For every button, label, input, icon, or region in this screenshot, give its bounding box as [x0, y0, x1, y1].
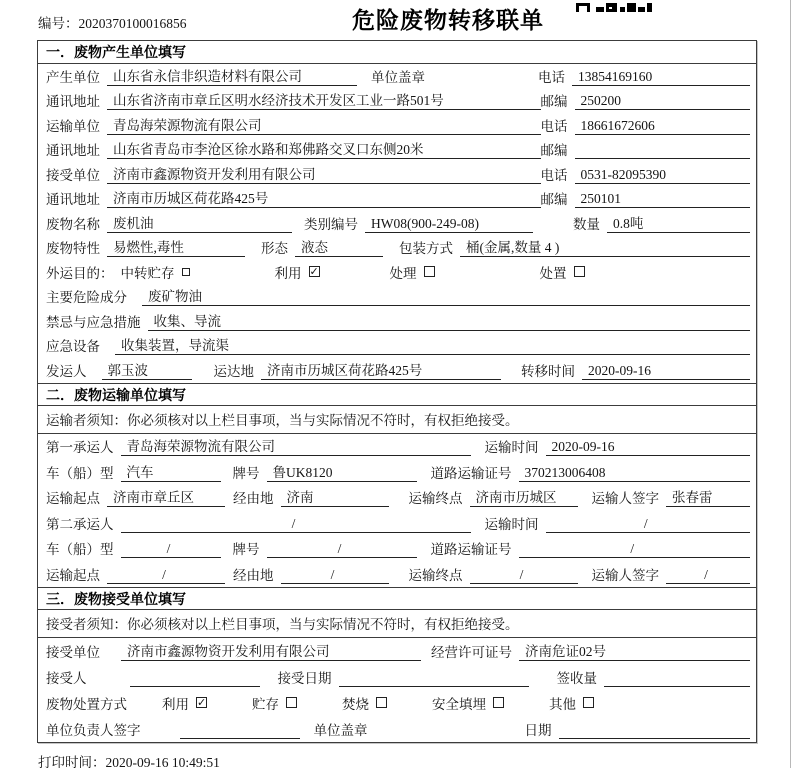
carrier1-via-label: 经由地 — [233, 491, 274, 506]
row-carrier2-vehicle — [38, 536, 756, 562]
waste-category-label: 类别编号 — [304, 216, 358, 232]
produce-phone-value: 13854169160 — [572, 69, 750, 86]
transport-address-value: 山东省青岛市李沧区徐水路和郑佛路交叉口东侧20米 — [107, 138, 541, 159]
produce-phone-label: 电话 — [538, 69, 565, 85]
carrier1-end-value: 济南市历城区 — [470, 486, 578, 507]
carrier2-end-value: / — [470, 567, 578, 584]
receiver-person-value — [130, 670, 260, 687]
waste-traits-value: 易燃性,毒性 — [107, 236, 245, 257]
taboo-label: 禁忌与应急措施 — [46, 314, 141, 330]
carrier2-license-label: 道路运输证号 — [430, 542, 512, 557]
waste-name-label: 废物名称 — [46, 216, 100, 232]
receive-address-value: 济南市历城区荷花路425号 — [107, 187, 541, 208]
transporter-notice: 运输者须知：你必须核对以上栏目事项，当与实际情况不符时，有权拒绝接受。 — [38, 406, 756, 434]
carrier2-value: / — [121, 516, 471, 533]
unit-seal-label: 单位盖章 — [371, 69, 425, 85]
disposal-option-label: 利用 — [162, 696, 189, 712]
waste-traits-label: 废物特性 — [46, 241, 100, 256]
sign-date-label: 日期 — [524, 722, 552, 738]
serial-value: 2020370100016856 — [78, 16, 187, 31]
receive-zip-label: 邮编 — [540, 192, 568, 207]
carrier2-license-value: / — [519, 541, 751, 558]
checkbox-unchecked-icon — [182, 268, 190, 276]
row-equipment — [38, 334, 756, 359]
transfer-time-label: 转移时间 — [521, 363, 575, 379]
receiver-seal-label: 单位盖章 — [313, 722, 368, 738]
carrier1-sign-label: 运输人签字 — [591, 491, 659, 506]
signed-qty-value — [604, 670, 750, 687]
hazard-value: 废矿物油 — [142, 285, 750, 306]
destination-label: 运达地 — [213, 363, 254, 379]
purpose-option-label: 处置 — [539, 265, 567, 281]
row-purpose — [38, 260, 756, 285]
purpose-option-transfer-storage — [121, 262, 190, 282]
row-waste-name — [38, 211, 756, 236]
carrier1-license-value: 370213006408 — [519, 465, 751, 482]
purpose-option-label: 利用 — [274, 265, 302, 281]
receiver-license-value: 济南危证02号 — [519, 640, 750, 661]
transport-unit-label: 运输单位 — [46, 118, 100, 134]
transport-phone-value: 18661672606 — [575, 118, 750, 135]
carrier1-plate-value: 鲁UK8120 — [267, 461, 417, 482]
row-waste-traits — [38, 236, 756, 261]
carrier1-time-value: 2020-09-16 — [546, 439, 751, 456]
carrier2-vehicle-label: 车（船）型 — [46, 542, 114, 557]
row-dispatch — [38, 358, 756, 383]
purpose-option-treat — [390, 262, 435, 282]
row-produce-address — [38, 89, 756, 114]
receiver-unit-value: 济南市鑫源物资开发利用有限公司 — [121, 640, 421, 661]
disposal-option-label: 安全填埋 — [432, 696, 486, 712]
serial-number — [38, 12, 187, 32]
carrier1-license-label: 道路运输证号 — [430, 465, 512, 481]
row-responsible-sign — [38, 716, 756, 742]
checkbox-unchecked-icon — [424, 266, 435, 277]
row-receive-address — [38, 187, 756, 212]
row-hazard — [38, 285, 756, 310]
disposal-option-label: 其他 — [549, 696, 576, 712]
produce-address-value: 山东省济南市章丘区明水经济技术开发区工业一路501号 — [107, 89, 541, 110]
carrier2-origin-value: / — [107, 567, 225, 584]
produce-unit-label: 产生单位 — [46, 69, 100, 85]
carrier1-label: 第一承运人 — [46, 440, 114, 455]
waste-form-label: 形态 — [261, 241, 288, 256]
disposal-option-utilize — [162, 693, 207, 713]
purpose-label: 外运目的： — [46, 265, 114, 281]
transport-address-label: 通讯地址 — [46, 143, 100, 158]
disposal-option-label: 贮存 — [252, 696, 279, 712]
carrier1-time-label: 运输时间 — [484, 440, 539, 455]
hazard-label: 主要危险成分 — [46, 290, 127, 305]
responsible-sign-value — [180, 722, 300, 739]
carrier1-end-label: 运输终点 — [408, 491, 463, 506]
carrier2-end-label: 运输终点 — [408, 567, 463, 583]
transport-zip-label: 邮编 — [540, 143, 568, 158]
carrier1-value: 青岛海荣源物流有限公司 — [121, 435, 471, 456]
section-1-header: 一．废物产生单位填写 — [38, 41, 756, 64]
waste-form-value: 液态 — [295, 236, 383, 257]
row-carrier1-name — [38, 434, 756, 460]
produce-zip-label: 邮编 — [540, 94, 568, 109]
signed-qty-label: 签收量 — [556, 670, 597, 686]
row-carrier2-name — [38, 510, 756, 536]
section-3-header: 三．废物接受单位填写 — [38, 587, 756, 610]
section-producer — [38, 41, 756, 383]
carrier2-vehicle-value: / — [121, 541, 221, 558]
row-receive-unit — [38, 162, 756, 187]
disposal-option-landfill — [432, 693, 504, 713]
carrier2-time-value: / — [546, 516, 751, 533]
row-transport-unit — [38, 113, 756, 138]
waste-name-value: 废机油 — [107, 212, 292, 233]
equipment-value: 收集装置，导流渠 — [115, 334, 750, 355]
disposal-option-label: 焚烧 — [342, 696, 369, 712]
transfer-manifest-form — [37, 40, 757, 743]
disposal-option-storage — [252, 693, 297, 713]
receive-date-value — [339, 670, 529, 687]
purpose-option-dispose — [540, 262, 585, 282]
receiver-notice: 接受者须知：你必须核对以上栏目事项，当与实际情况不符时，有权拒绝接受。 — [38, 610, 756, 638]
checkbox-unchecked-icon — [493, 697, 504, 708]
checkbox-unchecked-icon — [376, 697, 387, 708]
row-receiver-unit — [38, 638, 756, 664]
destination-value: 济南市历城区荷花路425号 — [261, 359, 501, 380]
row-transport-address — [38, 138, 756, 163]
row-produce-unit — [38, 64, 756, 89]
dispatcher-label: 发运人 — [46, 363, 87, 379]
receiver-license-label: 经营许可证号 — [431, 644, 512, 660]
carrier2-sign-label: 运输人签字 — [591, 567, 659, 583]
carrier1-signature-value: 张春雷 — [666, 486, 750, 507]
carrier1-vehicle-label: 车（船）型 — [46, 465, 114, 481]
sign-date-value — [559, 722, 751, 739]
receiver-unit-label: 接受单位 — [46, 644, 100, 660]
receive-zip-value: 250101 — [575, 191, 750, 208]
purpose-option-utilize — [275, 262, 320, 282]
checkbox-unchecked-icon — [574, 266, 585, 277]
row-disposal-method — [38, 690, 756, 716]
carrier1-origin-label: 运输起点 — [46, 491, 100, 506]
row-taboo — [38, 309, 756, 334]
purpose-option-label: 中转贮存 — [120, 265, 175, 281]
receive-phone-label: 电话 — [540, 167, 568, 183]
carrier1-vehicle-value: 汽车 — [121, 461, 221, 482]
receive-address-label: 通讯地址 — [46, 192, 100, 207]
carrier1-origin-value: 济南市章丘区 — [107, 486, 225, 507]
waste-qty-value: 0.8吨 — [607, 212, 750, 233]
disposal-method-label: 废物处置方式 — [46, 696, 127, 712]
receive-unit-label: 接受单位 — [46, 167, 100, 183]
carrier2-time-label: 运输时间 — [484, 516, 539, 532]
carrier2-via-label: 经由地 — [233, 567, 274, 583]
waste-pack-label: 包装方式 — [399, 241, 453, 256]
responsible-sign-label: 单位负责人签字 — [46, 722, 141, 738]
carrier2-origin-label: 运输起点 — [46, 567, 100, 583]
receive-date-label: 接受日期 — [277, 670, 332, 686]
carrier1-via-value: 济南 — [281, 486, 389, 507]
produce-unit-value: 山东省永信非织造材料有限公司 — [107, 65, 357, 86]
section-receiver — [38, 587, 756, 742]
receiver-person-label: 接受人 — [46, 670, 87, 686]
qr-code-icon — [576, 0, 652, 9]
produce-address-label: 通讯地址 — [46, 94, 100, 109]
section-2-header: 二．废物运输单位填写 — [38, 383, 756, 406]
checkbox-unchecked-icon — [583, 697, 594, 708]
transfer-time-value: 2020-09-16 — [582, 363, 750, 380]
waste-pack-value: 桶(金属,数量 4 ) — [460, 236, 750, 257]
checkbox-unchecked-icon — [286, 697, 297, 708]
transport-phone-label: 电话 — [540, 118, 568, 134]
transport-unit-value: 青岛海荣源物流有限公司 — [107, 114, 541, 135]
carrier2-plate-label: 牌号 — [232, 542, 260, 557]
carrier2-signature-value: / — [666, 567, 750, 584]
carrier2-via-value: / — [281, 567, 389, 584]
disposal-option-incinerate — [342, 693, 387, 713]
taboo-value: 收集、导流 — [148, 310, 751, 331]
waste-qty-label: 数量 — [573, 216, 600, 232]
serial-label: 编号： — [38, 16, 79, 31]
carrier2-plate-value: / — [267, 541, 417, 558]
dispatcher-value: 郭玉波 — [102, 359, 192, 380]
disposal-option-other — [549, 693, 594, 713]
purpose-option-label: 处理 — [389, 265, 417, 281]
print-time-label: 打印时间： — [38, 755, 106, 768]
row-carrier1-route — [38, 485, 756, 511]
row-carrier1-vehicle — [38, 459, 756, 485]
row-carrier2-route — [38, 561, 756, 587]
receive-phone-value: 0531-82095390 — [575, 167, 750, 184]
section-transporter — [38, 383, 756, 587]
checkbox-checked-icon: ✓ — [197, 696, 207, 709]
equipment-label: 应急设备 — [46, 339, 100, 354]
checkbox-checked-icon: ✓ — [309, 265, 319, 278]
print-time — [38, 751, 220, 768]
waste-category-value: HW08(900-249-08) — [365, 216, 533, 233]
page-edge-divider — [790, 0, 791, 768]
transport-zip-value — [575, 142, 750, 159]
carrier2-label: 第二承运人 — [46, 516, 114, 532]
carrier1-plate-label: 牌号 — [232, 465, 260, 481]
print-time-value: 2020-09-16 10:49:51 — [105, 755, 220, 768]
receive-unit-value: 济南市鑫源物资开发利用有限公司 — [107, 163, 541, 184]
row-receiver-person — [38, 664, 756, 690]
page-title: 危险废物转移联单 — [352, 7, 544, 33]
produce-zip-value: 250200 — [575, 93, 750, 110]
